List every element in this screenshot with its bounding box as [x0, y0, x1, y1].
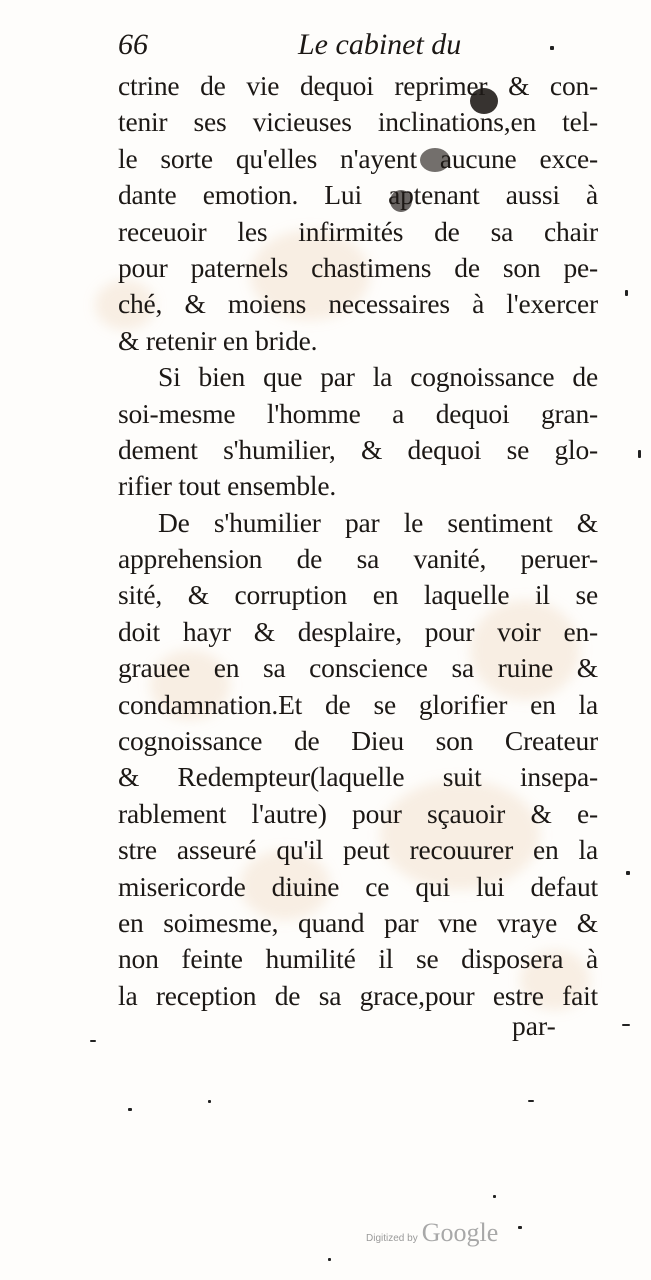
- text-line: en soimesme, quand par vne vraye &: [118, 906, 598, 938]
- text-line: apprehension de sa vanité, peruer-: [118, 543, 598, 575]
- margin-speck: [90, 1040, 96, 1042]
- text-line: & Redempteur(laquelle suit insepa-: [118, 761, 598, 793]
- margin-speck: [128, 1108, 132, 1111]
- margin-speck: [622, 1024, 630, 1026]
- text-line: rifier tout ensemble.: [118, 470, 337, 502]
- text-line: & retenir en bride.: [118, 324, 318, 356]
- page-number: 66: [118, 28, 148, 61]
- text-line: non feinte humilité il se disposera à: [118, 943, 598, 975]
- text-line: pour paternels chastimens de son pe-: [118, 251, 598, 283]
- margin-speck: [328, 1258, 331, 1261]
- text-line: cognoissance de Dieu son Createur: [118, 725, 598, 757]
- text-line: stre asseuré qu'il peut recouurer en la: [118, 834, 598, 866]
- digitized-label: Digitized by: [366, 1233, 418, 1244]
- text-line: misericorde diuine ce qui lui defaut: [118, 870, 598, 902]
- margin-speck: [528, 1100, 534, 1102]
- text-line: ché, & moiens necessaires à l'exercer: [118, 288, 598, 320]
- running-title: Le cabinet du: [298, 28, 462, 61]
- text-line: grauee en sa conscience sa ruine &: [118, 652, 598, 684]
- margin-speck: [625, 290, 628, 296]
- text-line: rablement l'autre) pour sçauoir & e-: [118, 797, 598, 829]
- text-line: dante emotion. Lui aptenant aussi à: [118, 179, 598, 211]
- text-line: la reception de sa grace,pour estre fait: [118, 979, 598, 1011]
- text-line: tenir ses vicieuses inclinations,en tel-: [118, 106, 598, 138]
- text-line: soi-mesme l'homme a dequoi gran-: [118, 397, 598, 429]
- margin-speck: [518, 1226, 522, 1229]
- running-head: [118, 26, 598, 66]
- text-line: dement s'humilier, & dequoi se glo-: [118, 433, 598, 465]
- google-logo: Google: [421, 1218, 499, 1247]
- text-line: doit hayr & desplaire, pour voir en-: [118, 615, 598, 647]
- digitized-watermark: [366, 1218, 498, 1248]
- margin-speck: [638, 450, 641, 458]
- text-line: le sorte qu'elles n'ayent aucune exce-: [118, 142, 598, 174]
- text-line: Si bien que par la cognoissance de: [158, 361, 598, 393]
- margin-speck: [550, 46, 554, 50]
- text-line: De s'humilier par le sentiment &: [158, 506, 598, 538]
- catchword: par-: [512, 1010, 556, 1041]
- margin-speck: [493, 1195, 496, 1198]
- text-line: condamnation.Et de se glorifier en la: [118, 688, 598, 720]
- margin-speck: [208, 1100, 211, 1103]
- text-line: receuoir les infirmités de sa chair: [118, 215, 598, 247]
- text-line: ctrine de vie dequoi reprimer & con-: [118, 70, 598, 101]
- margin-speck: [626, 871, 630, 875]
- text-line: sité, & corruption en laquelle il se: [118, 579, 598, 611]
- main-text: [118, 68, 598, 1014]
